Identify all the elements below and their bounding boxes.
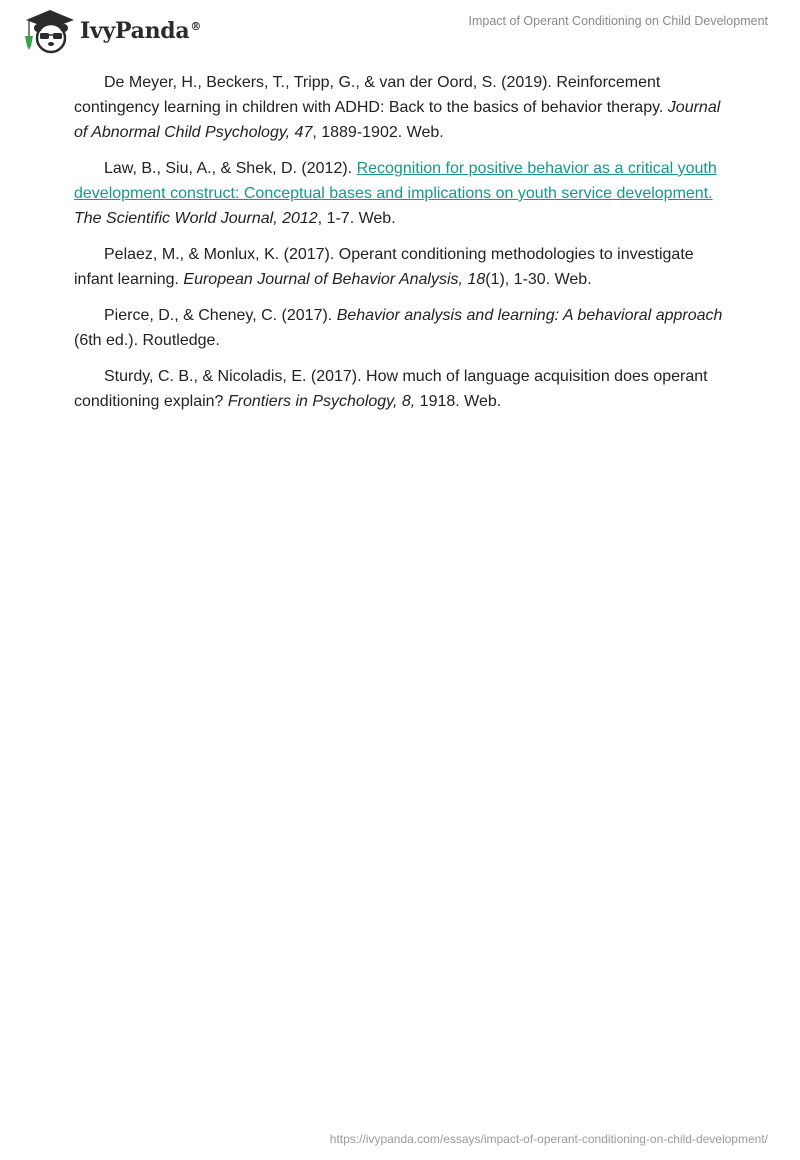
logo-text: IvyPanda®	[80, 18, 202, 44]
document-title: Impact of Operant Conditioning on Child Development	[468, 14, 768, 28]
reference-item: Law, B., Siu, A., & Shek, D. (2012). Recognition for positive behavior as a critical youth development construct: Conceptual bases and implications on youth service development. The Scientific World Journal, 2012, 1-7. Web.	[74, 160, 717, 227]
ivypanda-logo[interactable]	[20, 8, 201, 54]
reference-item: Pelaez, M., & Monlux, K. (2017). Operant conditioning methodologies to investigate infant learning. European Journal of Behavior Analysis, 18(1), 1-30. Web.	[74, 246, 694, 288]
reference-item: Sturdy, C. B., & Nicoladis, E. (2017). How much of language acquisition does operant conditioning explain? Frontiers in Psychology, 8, 1918. Web.	[74, 368, 708, 410]
reference-list	[74, 70, 734, 425]
reference-link[interactable]: Recognition for positive behavior as a critical youth development construct: Conceptual bases and implications on youth service development.	[74, 160, 717, 202]
reference-item: Pierce, D., & Cheney, C. (2017). Behavior analysis and learning: A behavioral approach (6th ed.). Routledge.	[74, 307, 723, 349]
source-url[interactable]: https://ivypanda.com/essays/impact-of-operant-conditioning-on-child-development/	[329, 1132, 768, 1146]
panda-graduate-icon	[20, 8, 78, 54]
reference-item: De Meyer, H., Beckers, T., Tripp, G., & van der Oord, S. (2019). Reinforcement contingency learning in children with ADHD: Back to the basics of behavior therapy. Journal of Abnormal Child Psychology, 47, 1889-1902. Web.	[74, 74, 721, 141]
